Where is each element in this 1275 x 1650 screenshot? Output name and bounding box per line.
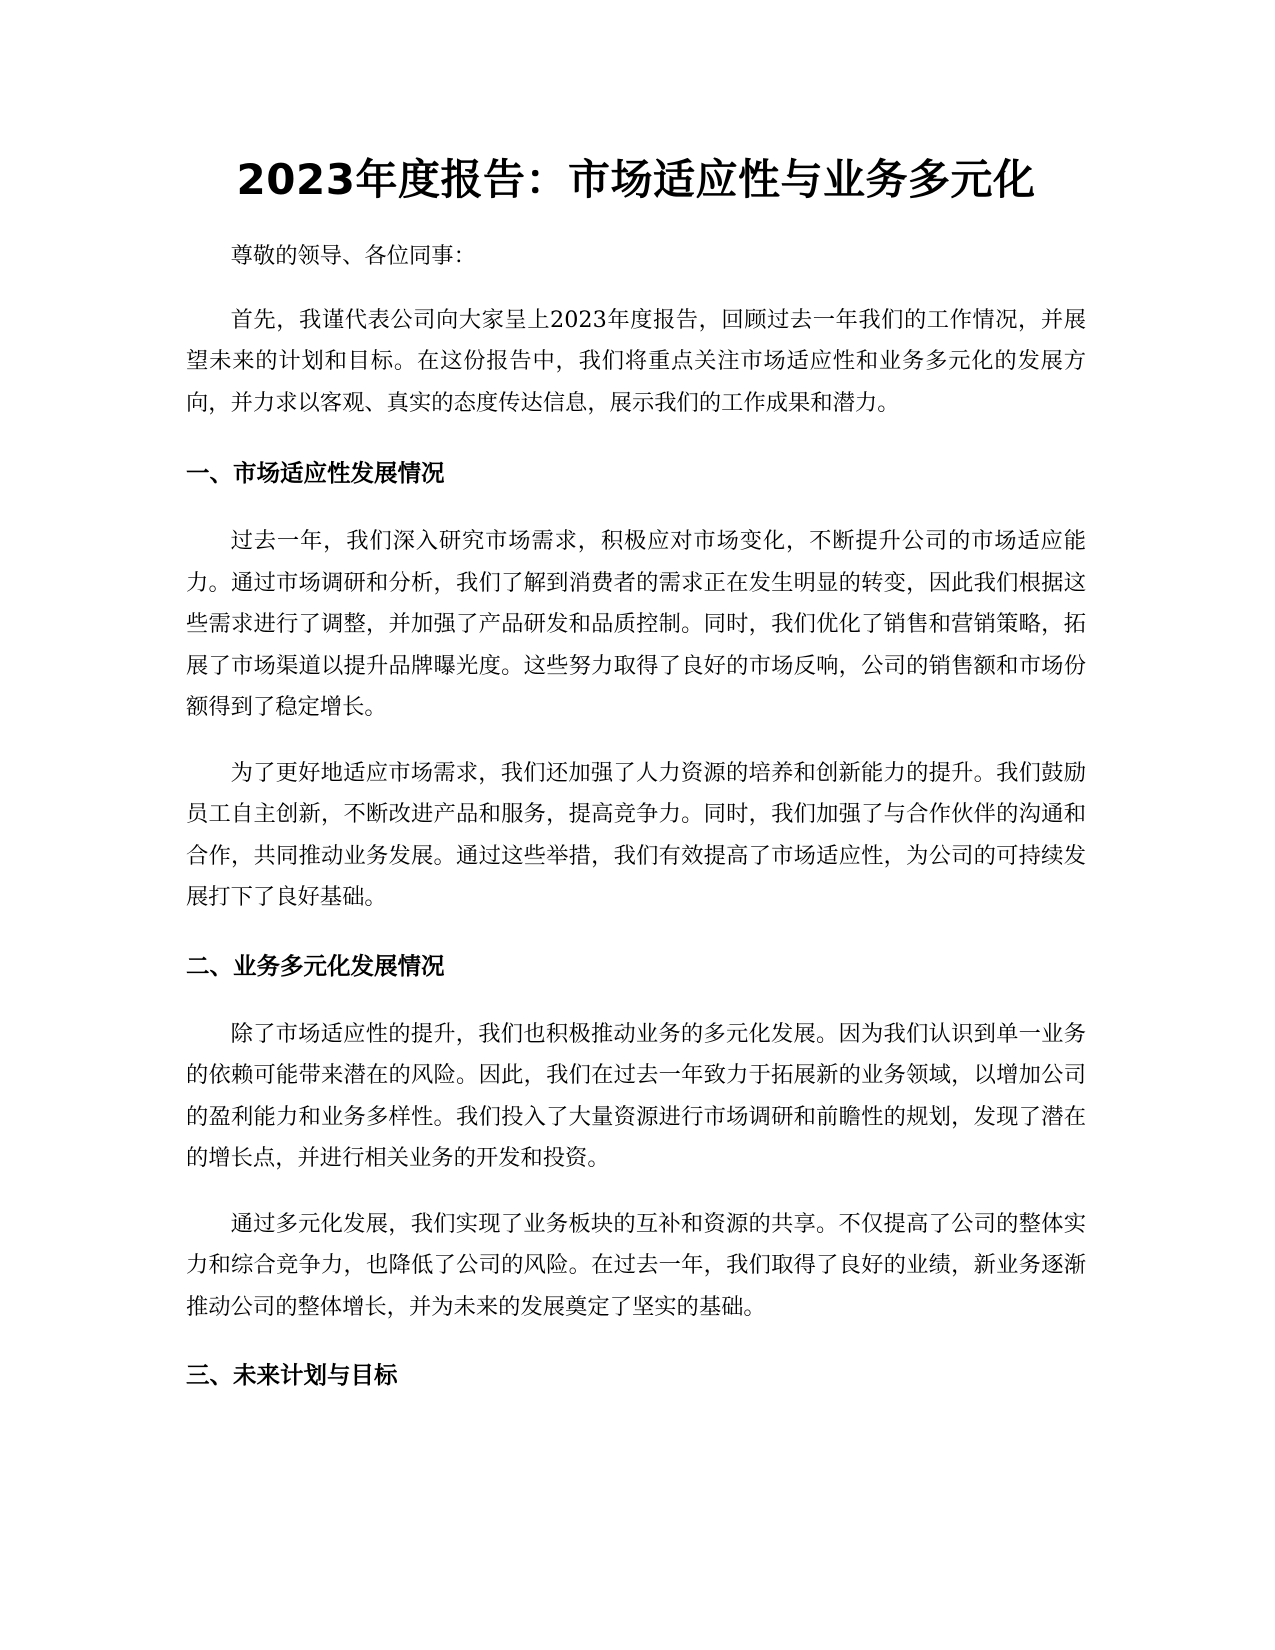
section-heading-market-adaptability: 一、市场适应性发展情况 <box>186 459 445 487</box>
section-1-paragraph-1: 过去一年，我们深入研究市场需求，积极应对市场变化，不断提升公司的市场适应能力。通过市场调研和分析，我们了解到消费者的需求正在发生明显的转变，因此我们根据这些需求进行了调整，并加强了产品研发和品质控制。同时，我们优化了销售和营销策略，拓展了市场渠道以提升品牌曝光度。这些努力取得了良好的市场反响，公司的销售额和市场份额得到了稳定增长。 <box>186 528 1086 720</box>
section-heading-future-plans: 三、未来计划与目标 <box>186 1361 398 1389</box>
document-body <box>186 150 1086 1393</box>
intro-paragraph: 首先，我谨代表公司向大家呈上2023年度报告，回顾过去一年我们的工作情况，并展望未来的计划和目标。在这份报告中，我们将重点关注市场适应性和业务多元化的发展方向，并力求以客观、真实的态度传达信息，展示我们的工作成果和潜力。 <box>186 306 1086 416</box>
salutation: 尊敬的领导、各位同事： <box>230 243 476 269</box>
section-1-paragraph-2: 为了更好地适应市场需求，我们还加强了人力资源的培养和创新能力的提升。我们鼓励员工自主创新，不断改进产品和服务，提高竞争力。同时，我们加强了与合作伙伴的沟通和合作，共同推动业务发展。通过这些举措，我们有效提高了市场适应性，为公司的可持续发展打下了良好基础。 <box>186 759 1086 910</box>
document-title: 2023年度报告：市场适应性与业务多元化 <box>236 155 1036 204</box>
section-heading-business-diversification: 二、业务多元化发展情况 <box>186 951 445 980</box>
section-2-paragraph-1: 除了市场适应性的提升，我们也积极推动业务的多元化发展。因为我们认识到单一业务的依赖可能带来潜在的风险。因此，我们在过去一年致力于拓展新的业务领域，以增加公司的盈利能力和业务多样性。我们投入了大量资源进行市场调研和前瞻性的规划，发现了潜在的增长点，并进行相关业务的开发和投资。 <box>186 1020 1086 1171</box>
section-2-paragraph-2: 通过多元化发展，我们实现了业务板块的互补和资源的共享。不仅提高了公司的整体实力和综合竞争力，也降低了公司的风险。在过去一年，我们取得了良好的业绩，新业务逐渐推动公司的整体增长，并为未来的发展奠定了坚实的基础。 <box>186 1210 1086 1320</box>
